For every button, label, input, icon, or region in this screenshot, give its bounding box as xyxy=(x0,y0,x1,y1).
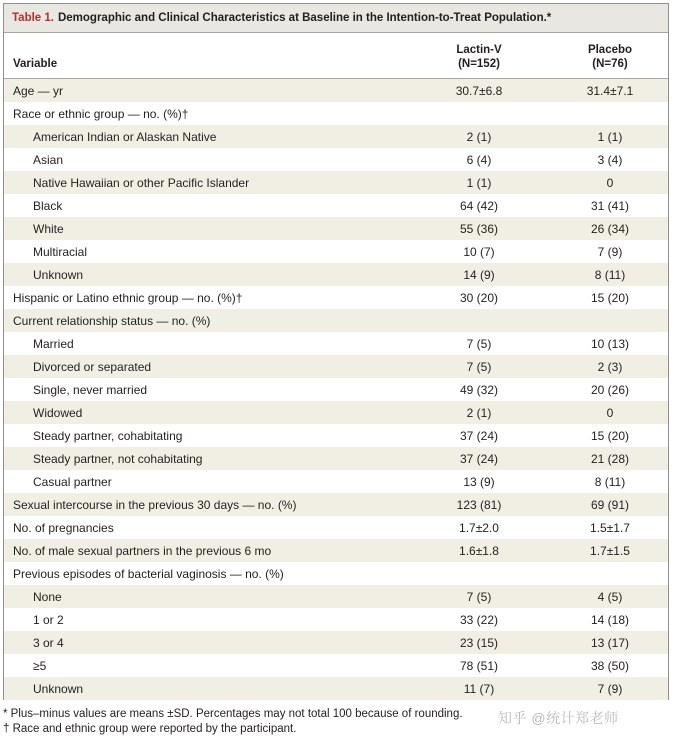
table-row xyxy=(4,424,668,447)
cell-lactin-v: 78 (51) xyxy=(459,658,499,673)
table-row xyxy=(4,493,668,516)
row-label: Divorced or separated xyxy=(33,359,152,374)
table-row xyxy=(4,286,668,309)
header-placebo xyxy=(550,43,670,71)
table-row xyxy=(4,470,668,493)
cell-placebo: 31.4±7.1 xyxy=(586,83,634,98)
cell-lactin-v: 33 (22) xyxy=(459,612,499,627)
row-label: White xyxy=(33,221,64,236)
cell-placebo: 38 (50) xyxy=(590,658,630,673)
row-label: Married xyxy=(33,336,74,351)
table-body xyxy=(4,79,668,700)
cell-placebo: 21 (28) xyxy=(590,451,630,466)
cell-placebo: 1.5±1.7 xyxy=(590,520,630,535)
table-1 xyxy=(3,3,669,700)
row-label: ≥5 xyxy=(33,658,47,673)
row-label: Multiracial xyxy=(33,244,88,259)
cell-lactin-v: 123 (81) xyxy=(456,497,502,512)
table-row xyxy=(4,631,668,654)
watermark: 知乎 @统计郑老师 xyxy=(498,710,619,726)
table-row xyxy=(4,447,668,470)
table-row xyxy=(4,79,668,102)
cell-placebo: 14 (18) xyxy=(590,612,630,627)
cell-placebo: 8 (11) xyxy=(594,474,626,489)
cell-placebo: 1 (1) xyxy=(597,129,623,144)
cell-lactin-v: 1 (1) xyxy=(466,175,492,190)
cell-lactin-v: 37 (24) xyxy=(459,451,499,466)
row-label: Previous episodes of bacterial vaginosis — no. (%) xyxy=(13,566,284,581)
row-label: Native Hawaiian or other Pacific Islander xyxy=(33,175,250,190)
row-label: No. of male sexual partners in the previous 6 mo xyxy=(13,543,272,558)
header-lactin-v-name: Lactin-V xyxy=(456,44,502,56)
cell-lactin-v: 49 (32) xyxy=(459,382,499,397)
header-lactin-v xyxy=(419,43,539,71)
row-label: Current relationship status — no. (%) xyxy=(13,313,211,328)
cell-lactin-v: 30.7±6.8 xyxy=(455,83,503,98)
column-header-row xyxy=(4,33,668,79)
cell-placebo: 7 (9) xyxy=(597,681,623,696)
table-row xyxy=(4,355,668,378)
table-row xyxy=(4,194,668,217)
table-title: Demographic and Clinical Characteristics at Baseline in the Intention-to-Treat Population.* xyxy=(57,12,552,24)
cell-lactin-v: 30 (20) xyxy=(459,290,499,305)
cell-placebo: 1.7±1.5 xyxy=(590,543,630,558)
cell-lactin-v: 6 (4) xyxy=(466,152,492,167)
row-label: Black xyxy=(33,198,63,213)
cell-placebo: 2 (3) xyxy=(597,359,623,374)
table-row xyxy=(4,102,668,125)
cell-lactin-v: 23 (15) xyxy=(459,635,499,650)
table-row xyxy=(4,585,668,608)
cell-lactin-v: 55 (36) xyxy=(459,221,499,236)
row-label: Single, never married xyxy=(33,382,148,397)
header-lactin-v-n: (N=152) xyxy=(458,58,500,70)
cell-placebo: 7 (9) xyxy=(597,244,623,259)
cell-lactin-v: 11 (7) xyxy=(463,681,495,696)
table-row xyxy=(4,516,668,539)
row-label: Asian xyxy=(33,152,64,167)
cell-lactin-v: 13 (9) xyxy=(463,474,495,489)
cell-lactin-v: 1.7±2.0 xyxy=(459,520,499,535)
row-label: No. of pregnancies xyxy=(13,520,114,535)
row-label: American Indian or Alaskan Native xyxy=(33,129,217,144)
cell-placebo: 31 (41) xyxy=(590,198,630,213)
row-label: 1 or 2 xyxy=(33,612,64,627)
table-row xyxy=(4,125,668,148)
footnote-2: † Race and ethnic group were reported by the participant. xyxy=(3,723,297,735)
table-row xyxy=(4,539,668,562)
row-label: Sexual intercourse in the previous 30 days — no. (%) xyxy=(13,497,297,512)
row-label: 3 or 4 xyxy=(33,635,64,650)
table-row xyxy=(4,148,668,171)
footnotes xyxy=(3,707,463,737)
table-row xyxy=(4,608,668,631)
table-row xyxy=(4,263,668,286)
cell-lactin-v: 37 (24) xyxy=(459,428,499,443)
cell-lactin-v: 14 (9) xyxy=(463,267,495,282)
table-row xyxy=(4,240,668,263)
cell-placebo: 3 (4) xyxy=(597,152,623,167)
header-placebo-name: Placebo xyxy=(587,44,633,56)
row-label: Casual partner xyxy=(33,474,112,489)
cell-placebo: 0 xyxy=(606,405,614,420)
footnote-1: * Plus–minus values are means ±SD. Percentages may not total 100 because of rounding. xyxy=(3,708,463,720)
table-row xyxy=(4,309,668,332)
cell-lactin-v: 7 (5) xyxy=(466,589,492,604)
table-row xyxy=(4,332,668,355)
row-label: Hispanic or Latino ethnic group — no. (%)† xyxy=(13,290,243,305)
table-row xyxy=(4,378,668,401)
cell-placebo: 0 xyxy=(606,175,614,190)
row-label: None xyxy=(33,589,62,604)
header-variable: Variable xyxy=(13,58,58,70)
row-label: Widowed xyxy=(33,405,83,420)
cell-lactin-v: 64 (42) xyxy=(459,198,499,213)
row-label: Steady partner, not cohabitating xyxy=(33,451,203,466)
cell-placebo: 69 (91) xyxy=(590,497,630,512)
cell-placebo: 13 (17) xyxy=(590,635,630,650)
table-row xyxy=(4,677,668,700)
table-row xyxy=(4,562,668,585)
cell-placebo: 4 (5) xyxy=(597,589,623,604)
row-label: Race or ethnic group — no. (%)† xyxy=(13,106,189,121)
cell-placebo: 15 (20) xyxy=(590,290,630,305)
cell-lactin-v: 7 (5) xyxy=(466,359,492,374)
header-placebo-n: (N=76) xyxy=(592,58,628,70)
table-title-bar xyxy=(4,4,668,33)
row-label: Unknown xyxy=(33,267,84,282)
cell-lactin-v: 7 (5) xyxy=(466,336,492,351)
cell-lactin-v: 2 (1) xyxy=(466,129,492,144)
cell-lactin-v: 10 (7) xyxy=(463,244,495,259)
row-label: Unknown xyxy=(33,681,84,696)
table-row xyxy=(4,171,668,194)
cell-lactin-v: 1.6±1.8 xyxy=(459,543,499,558)
table-row xyxy=(4,217,668,240)
cell-placebo: 8 (11) xyxy=(594,267,626,282)
cell-lactin-v: 2 (1) xyxy=(466,405,492,420)
row-label: Age — yr xyxy=(13,83,64,98)
cell-placebo: 15 (20) xyxy=(590,428,630,443)
row-label: Steady partner, cohabitating xyxy=(33,428,183,443)
cell-placebo: 26 (34) xyxy=(590,221,630,236)
table-label: Table 1. xyxy=(12,12,54,24)
cell-placebo: 20 (26) xyxy=(590,382,630,397)
table-row xyxy=(4,401,668,424)
cell-placebo: 10 (13) xyxy=(590,336,630,351)
table-row xyxy=(4,654,668,677)
